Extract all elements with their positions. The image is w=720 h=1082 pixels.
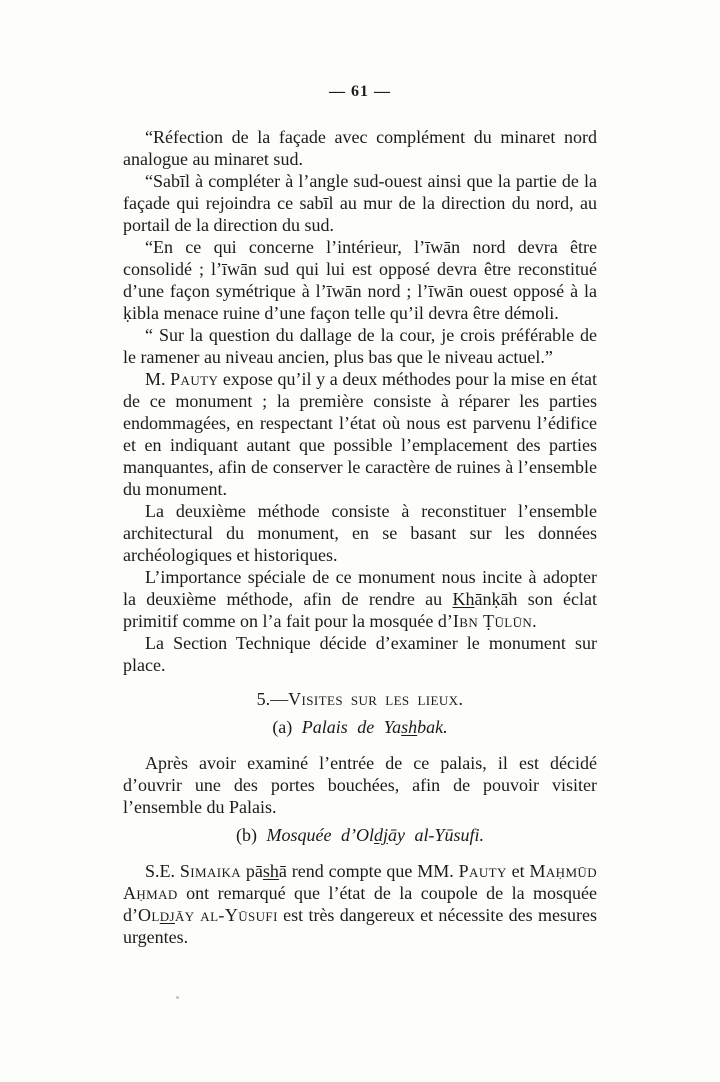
text-run: Simaika [179, 861, 242, 881]
text-run: et [506, 861, 530, 881]
text-run: L’importance spéciale de ce monument nous incite à adopter la deuxième méthode, afin de rendre au [123, 567, 597, 609]
paragraph [123, 324, 597, 368]
text-run: Pauty [170, 369, 219, 389]
text-run: Pauty [458, 861, 507, 881]
text-run: . [532, 611, 537, 631]
paragraph [123, 368, 597, 500]
paragraph [123, 566, 597, 632]
subsection-heading [123, 716, 597, 738]
text-run: Mosquée d’Ol [266, 825, 374, 845]
text-run: M. [145, 369, 171, 389]
text-run: (a) [272, 717, 302, 737]
text-run: dj [373, 825, 388, 845]
paragraph [123, 632, 597, 676]
text-run: “Sabīl à compléter à l’angle sud-ouest ainsi que la partie de la façade qui rejoindra ce sabīl au mur de la direction du nord, au portail de la direction du sud. [123, 171, 597, 235]
text-run: bak. [417, 717, 448, 737]
text-run: est très dangereux et nécessite des mesures urgentes. [123, 905, 597, 947]
text-run: ānḳāh son éclat primitif comme on l’a fait pour la mosquée d’ [123, 589, 597, 631]
text-run: “Réfection de la façade avec complément du minaret nord analogue au minaret sud. [123, 127, 597, 169]
text-run: La Section Technique décide d’examiner le monument sur place. [123, 633, 597, 675]
text-run: S.E. [145, 861, 180, 881]
text-run: pā [241, 861, 263, 881]
page-number: — 61 — [329, 83, 391, 100]
paragraph [123, 236, 597, 324]
paragraph [123, 170, 597, 236]
text-run: Palais de Ya [301, 717, 402, 737]
text-run: Maḥmūd Aḥmad [123, 861, 597, 903]
text-run: La deuxième méthode consiste à reconstituer l’ensemble architectural du monument, en se basant sur les données archéologiques et historiques. [123, 501, 597, 565]
text-run: 5.— [256, 689, 289, 709]
text-run: Kh [452, 589, 475, 609]
subsection-heading [123, 824, 597, 846]
section-heading [123, 688, 597, 710]
text-run: ā rend compte que MM. [278, 861, 459, 881]
text-run: āy al-Yūsufi [175, 905, 278, 925]
text-block [123, 126, 597, 948]
text-run: Ol [138, 905, 160, 925]
paragraph [123, 500, 597, 566]
paragraph [123, 126, 597, 170]
text-run: (b) [235, 825, 267, 845]
text-run: “ Sur la question du dallage de la cour, je crois préférable de le ramener au niveau ancien, plus bas que le niveau actuel.” [123, 325, 597, 367]
paragraph [123, 752, 597, 818]
text-run: expose qu’il y a deux méthodes pour la mise en état de ce monument ; la première consiste à réparer les parties endommagées, en respectant l’état où nous est parvenu l’édifice et en indiquant autant que possible l’emplacement des parties manquantes, afin de conserver le caractère de ruines à l’ensemble du monument. [123, 369, 597, 499]
text-run: Visites sur les lieux. [288, 689, 464, 709]
text-run: “En ce qui concerne l’intérieur, l’īwān nord devra être consolidé ; l’īwān sud qui lui est opposé devra être reconstitué d’une façon symétrique à l’īwān nord ; l’īwān ouest opposé à la ḳibla menace ruine d’une façon telle qu’il devra être démoli. [123, 237, 597, 323]
text-run: sh [401, 717, 418, 737]
text-run: Ibn Ṭūlūn [452, 611, 533, 631]
text-run: āy al-Yūsufi. [387, 825, 484, 845]
scan-speckle [176, 996, 179, 999]
text-run: Après avoir examiné l’entrée de ce palais, il est décidé d’ouvrir une des portes bouchées, afin de pouvoir visiter l’ensemble du Palais. [123, 753, 597, 817]
text-run: dj [159, 905, 175, 925]
text-run: ont remarqué que l’état de la coupole de la mosquée d’ [123, 883, 597, 925]
text-run: sh [262, 861, 279, 881]
paragraph [123, 860, 597, 948]
